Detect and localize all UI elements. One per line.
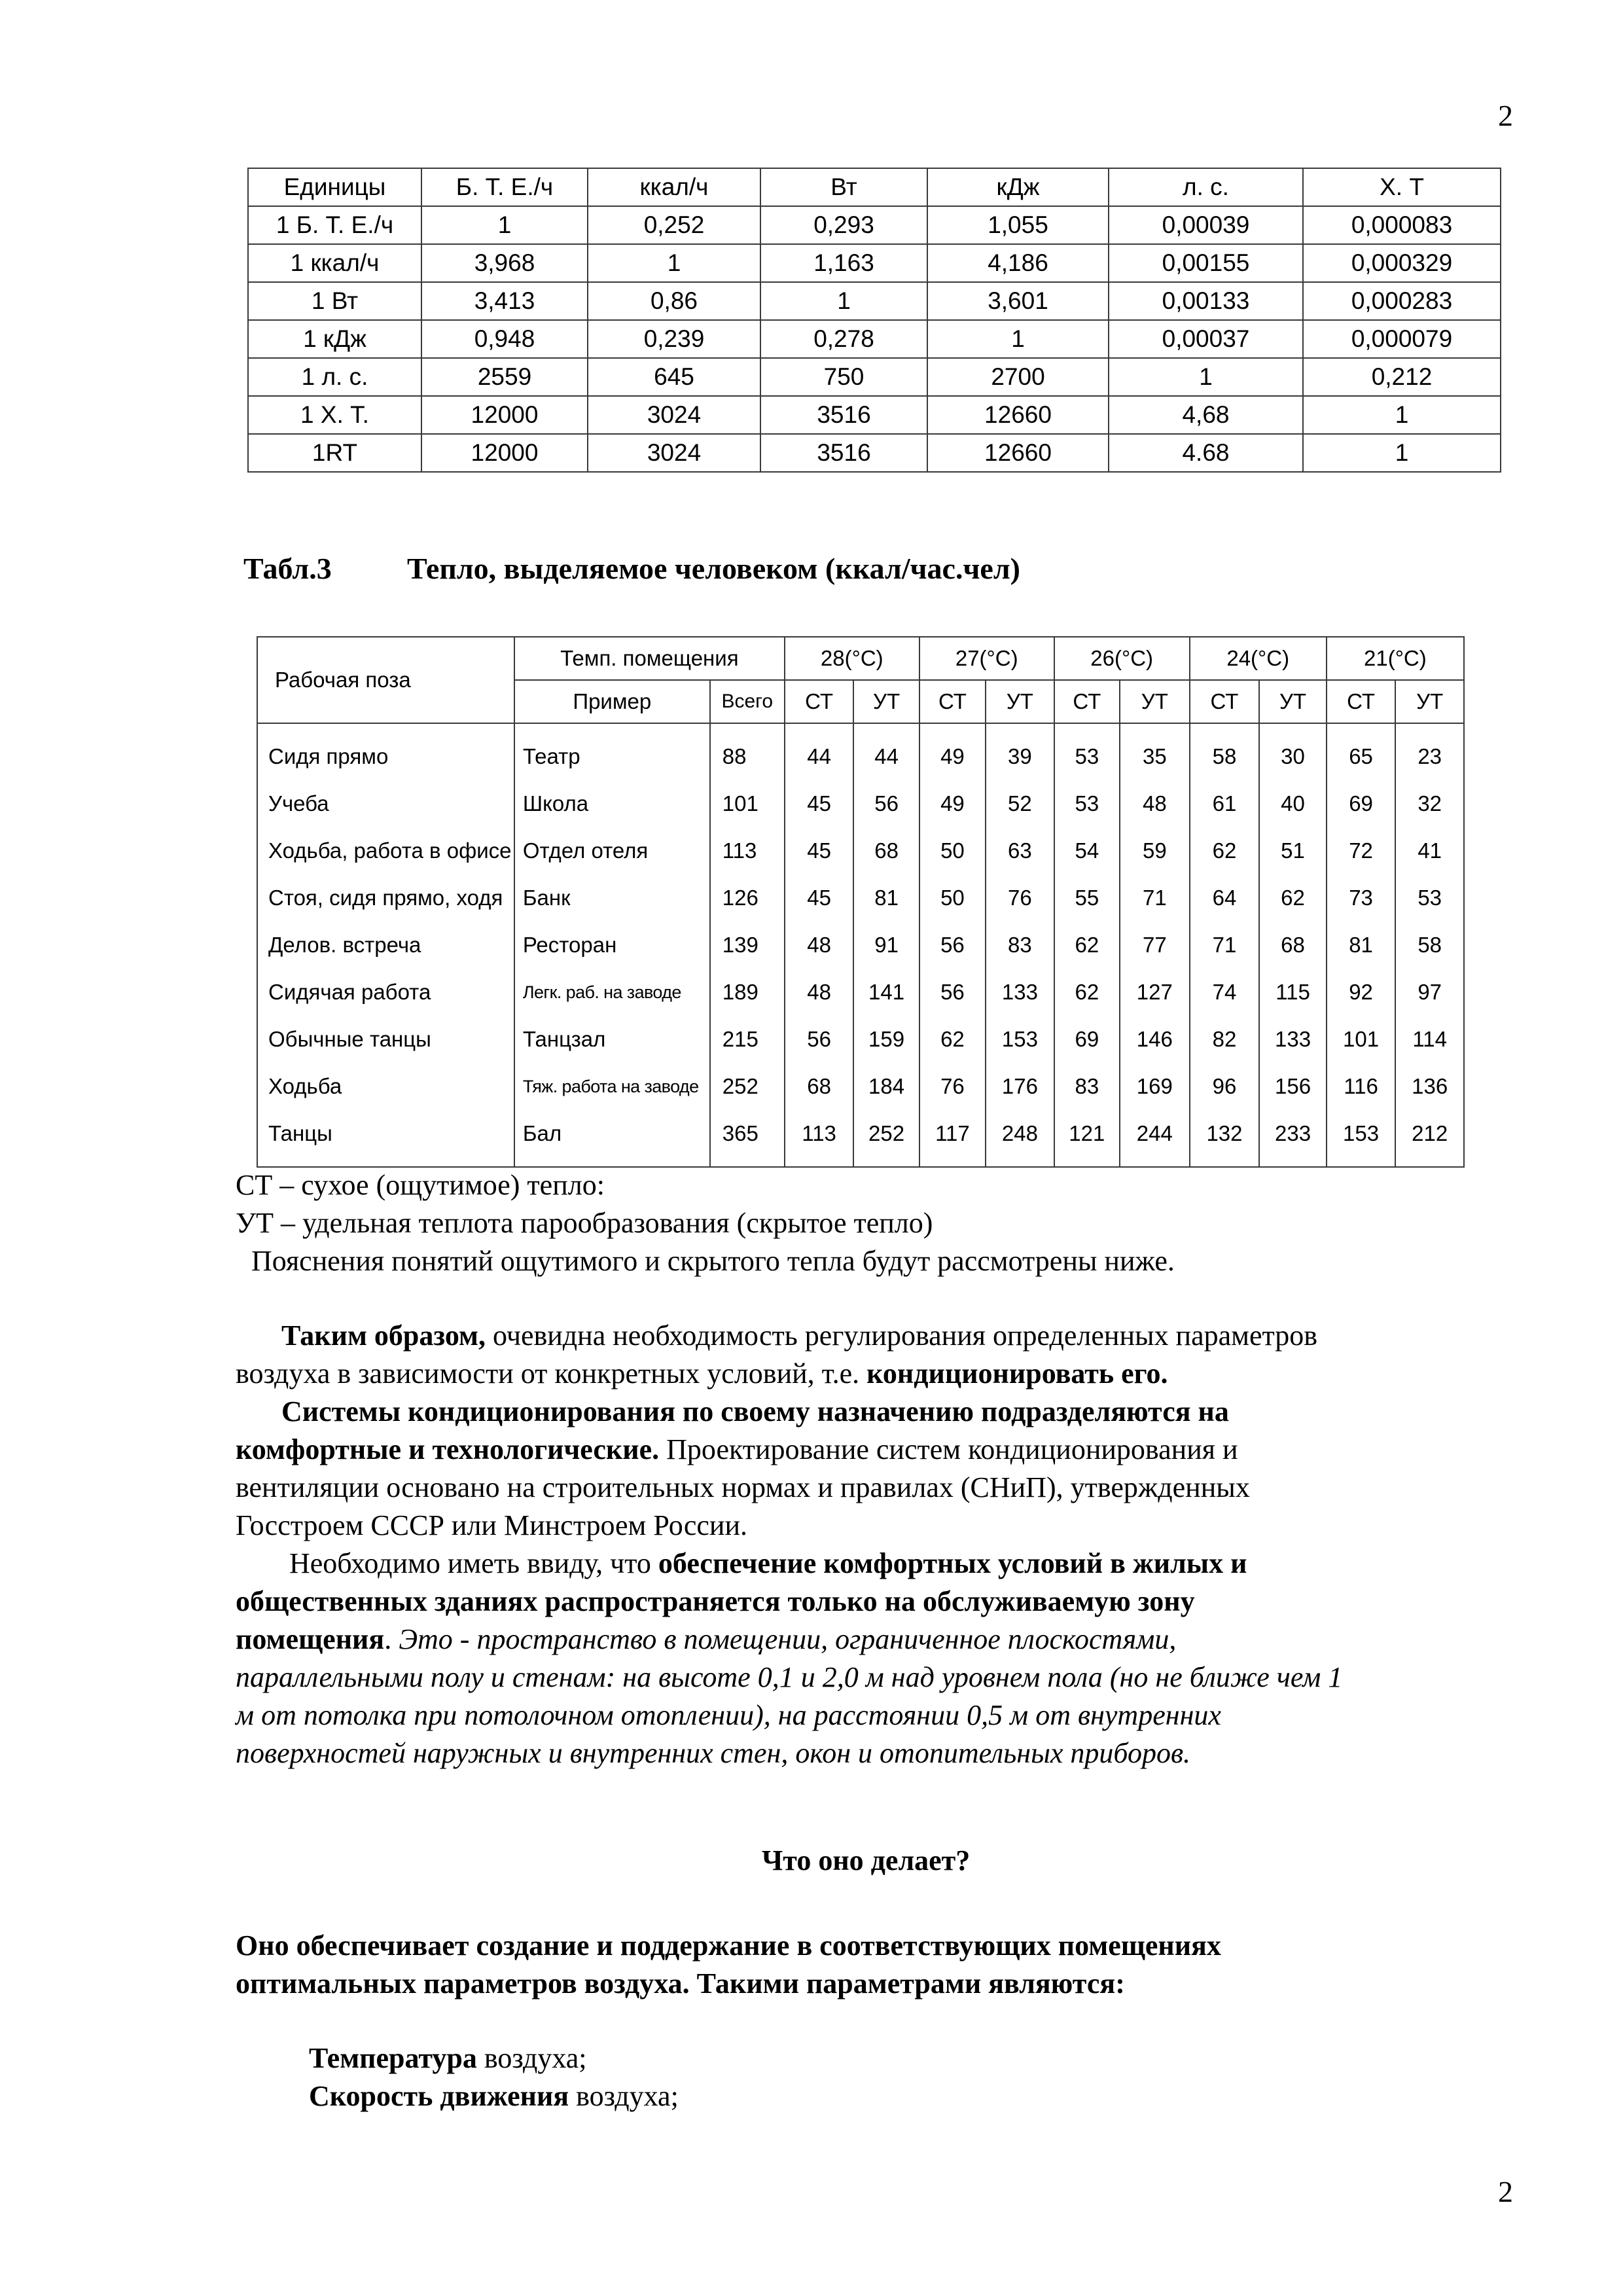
value-cell: 48	[785, 969, 854, 1016]
value-cell: 40	[1259, 780, 1326, 827]
header-cell: ккал/ч	[588, 168, 760, 206]
table-cell: 3,413	[421, 282, 588, 320]
value-cell: 73	[1327, 874, 1396, 922]
table-cell: 0,000083	[1303, 206, 1501, 244]
example-cell: Школа	[514, 780, 710, 827]
ut-header: УТ	[986, 680, 1054, 723]
value-cell: 51	[1259, 827, 1326, 874]
table-cell: 3,601	[927, 282, 1109, 320]
table-row	[257, 1063, 1464, 1110]
header-cell: Х. Т	[1303, 168, 1501, 206]
table3-number: Табл.3	[243, 552, 332, 585]
para2-bold: комфортные и технологические.	[236, 1433, 660, 1465]
table-cell: 0,948	[421, 320, 588, 358]
value-cell: 248	[986, 1110, 1054, 1167]
table-cell: 0,278	[760, 320, 927, 358]
pose-cell: Обычные танцы	[257, 1016, 514, 1063]
table-cell: 0,239	[588, 320, 760, 358]
value-cell: 81	[853, 874, 919, 922]
value-cell: 39	[986, 723, 1054, 780]
value-cell: 50	[919, 874, 986, 922]
value-cell: 83	[1054, 1063, 1120, 1110]
value-cell: 44	[785, 723, 854, 780]
header-cell: л. с.	[1109, 168, 1303, 206]
table-cell: 12000	[421, 434, 588, 472]
table-cell: 1RT	[248, 434, 421, 472]
value-cell: 153	[1327, 1110, 1396, 1167]
table-cell: 645	[588, 358, 760, 396]
value-cell: 133	[986, 969, 1054, 1016]
value-cell: 136	[1395, 1063, 1464, 1110]
pose-cell: Танцы	[257, 1110, 514, 1167]
section-lead	[236, 1927, 1221, 2003]
value-cell: 62	[919, 1016, 986, 1063]
para1-text: очевидна необходимость регулирования определенных параметров	[485, 1319, 1318, 1352]
table-cell: 4,186	[927, 244, 1109, 282]
para3-text: .	[384, 1623, 399, 1655]
pose-cell: Сидячая работа	[257, 969, 514, 1016]
ct-header: СТ	[1327, 680, 1396, 723]
para3-italic: м от потолка при потолочном отоплении), на расстоянии 0,5 м от внутренних	[236, 1699, 1221, 1731]
value-cell: 141	[853, 969, 919, 1016]
value-cell: 55	[1054, 874, 1120, 922]
table-cell: 1 ккал/ч	[248, 244, 421, 282]
table-cell: 12660	[927, 396, 1109, 434]
value-cell: 184	[853, 1063, 919, 1110]
temp-col-header: 27(°С)	[919, 637, 1054, 680]
units-table-header	[248, 168, 1501, 206]
value-cell: 233	[1259, 1110, 1326, 1167]
table-cell: 1,055	[927, 206, 1109, 244]
value-cell: 71	[1190, 922, 1260, 969]
table-cell: 1	[760, 282, 927, 320]
pose-cell: Сидя прямо	[257, 723, 514, 780]
table-row	[248, 358, 1501, 396]
para2-bold-line: Системы кондиционирования по своему назначению подразделяются на	[281, 1395, 1229, 1427]
ct-header: СТ	[1054, 680, 1120, 723]
list-item-bold: Температура	[309, 2042, 477, 2074]
example-cell: Бал	[514, 1110, 710, 1167]
table-cell: 0,000079	[1303, 320, 1501, 358]
value-cell: 62	[1054, 922, 1120, 969]
ut-header: УТ	[1120, 680, 1190, 723]
table-row	[248, 396, 1501, 434]
total-cell: 189	[710, 969, 785, 1016]
section-lead-line: оптимальных параметров воздуха. Такими параметрами являются:	[236, 1967, 1125, 2000]
ut-header: УТ	[1259, 680, 1326, 723]
table-row	[248, 206, 1501, 244]
value-cell: 32	[1395, 780, 1464, 827]
value-cell: 48	[785, 922, 854, 969]
table-cell: 12660	[927, 434, 1109, 472]
table3-caption	[243, 551, 1020, 586]
table-cell: 2700	[927, 358, 1109, 396]
value-cell: 116	[1327, 1063, 1396, 1110]
table-row	[257, 1110, 1464, 1167]
table-cell: 0,00039	[1109, 206, 1303, 244]
table-cell: 0,00037	[1109, 320, 1303, 358]
section-heading: Что оно делает?	[762, 1844, 971, 1876]
value-cell: 115	[1259, 969, 1326, 1016]
value-cell: 62	[1190, 827, 1260, 874]
value-cell: 176	[986, 1063, 1054, 1110]
pose-cell: Ходьба	[257, 1063, 514, 1110]
value-cell: 71	[1120, 874, 1190, 922]
ut-header: УТ	[853, 680, 919, 723]
value-cell: 64	[1190, 874, 1260, 922]
value-cell: 133	[1259, 1016, 1326, 1063]
value-cell: 121	[1054, 1110, 1120, 1167]
value-cell: 56	[919, 922, 986, 969]
value-cell: 56	[853, 780, 919, 827]
value-cell: 56	[919, 969, 986, 1016]
table-cell: 1 Б. Т. Е./ч	[248, 206, 421, 244]
list-item	[309, 2077, 679, 2115]
temp-col-header: 21(°С)	[1327, 637, 1464, 680]
temp-header: Темп. помещения	[514, 637, 785, 680]
para2-text: Госстроем СССР или Минстроем России.	[236, 1509, 748, 1541]
value-cell: 53	[1054, 780, 1120, 827]
table-cell: 0,00133	[1109, 282, 1303, 320]
value-cell: 114	[1395, 1016, 1464, 1063]
table-cell: 1	[1303, 396, 1501, 434]
para1-bold-lead: Таким образом,	[281, 1319, 486, 1352]
total-cell: 252	[710, 1063, 785, 1110]
table-cell: 1	[588, 244, 760, 282]
total-header: Всего	[710, 680, 785, 723]
value-cell: 50	[919, 827, 986, 874]
header-cell: Вт	[760, 168, 927, 206]
total-cell: 88	[710, 723, 785, 780]
para3-bold: общественных зданиях распространяется только на обслуживаемую зону	[236, 1585, 1195, 1617]
value-cell: 76	[919, 1063, 986, 1110]
paragraph-1	[236, 1317, 1317, 1393]
para1-bold-end: кондиционировать его.	[866, 1357, 1168, 1390]
value-cell: 244	[1120, 1110, 1190, 1167]
table3-title: Тепло, выделяемое человеком (ккал/час.чел)	[407, 552, 1020, 585]
value-cell: 68	[785, 1063, 854, 1110]
value-cell: 23	[1395, 723, 1464, 780]
list-item-text: воздуха;	[569, 2080, 679, 2112]
para3-italic: поверхностей наружных и внутренних стен, окон и отопительных приборов.	[236, 1737, 1191, 1769]
temp-col-header: 24(°С)	[1190, 637, 1327, 680]
table-cell: 4.68	[1109, 434, 1303, 472]
table-cell: 0,00155	[1109, 244, 1303, 282]
paragraph-3	[236, 1545, 1342, 1772]
value-cell: 113	[785, 1110, 854, 1167]
table-cell: 0,000329	[1303, 244, 1501, 282]
table-cell: 3516	[760, 434, 927, 472]
value-cell: 59	[1120, 827, 1190, 874]
value-cell: 68	[853, 827, 919, 874]
para3-italic: параллельными полу и стенам: на высоте 0,1 и 2,0 м над уровнем пола (но не ближе чем 1	[236, 1661, 1343, 1693]
value-cell: 48	[1120, 780, 1190, 827]
table-cell: 0,000283	[1303, 282, 1501, 320]
notes	[236, 1166, 1175, 1280]
value-cell: 132	[1190, 1110, 1260, 1167]
value-cell: 30	[1259, 723, 1326, 780]
value-cell: 45	[785, 780, 854, 827]
para2-text: Проектирование систем кондиционирования и	[659, 1433, 1238, 1465]
value-cell: 169	[1120, 1063, 1190, 1110]
total-cell: 126	[710, 874, 785, 922]
table-row	[248, 282, 1501, 320]
value-cell: 68	[1259, 922, 1326, 969]
list-item	[309, 2039, 679, 2077]
table-cell: 1 Вт	[248, 282, 421, 320]
value-cell: 72	[1327, 827, 1396, 874]
example-cell: Отдел отеля	[514, 827, 710, 874]
value-cell: 45	[785, 874, 854, 922]
table-cell: 3024	[588, 396, 760, 434]
example-header: Пример	[514, 680, 710, 723]
table-cell: 1	[927, 320, 1109, 358]
para3-italic: Это - пространство в помещении, ограниченное плоскостями,	[399, 1623, 1177, 1655]
value-cell: 49	[919, 723, 986, 780]
table-cell: 0,293	[760, 206, 927, 244]
value-cell: 62	[1054, 969, 1120, 1016]
value-cell: 212	[1395, 1110, 1464, 1167]
list-item-text: воздуха;	[476, 2042, 587, 2074]
table-row	[248, 244, 1501, 282]
table-cell: 1	[421, 206, 588, 244]
total-cell: 113	[710, 827, 785, 874]
list-item-bold: Скорость движения	[309, 2080, 569, 2112]
temp-col-header: 26(°С)	[1054, 637, 1190, 680]
value-cell: 146	[1120, 1016, 1190, 1063]
example-cell: Банк	[514, 874, 710, 922]
table-row	[257, 922, 1464, 969]
value-cell: 58	[1395, 922, 1464, 969]
value-cell: 96	[1190, 1063, 1260, 1110]
table-cell: 3,968	[421, 244, 588, 282]
table-cell: 2559	[421, 358, 588, 396]
value-cell: 252	[853, 1110, 919, 1167]
table-cell: 1 кДж	[248, 320, 421, 358]
value-cell: 101	[1327, 1016, 1396, 1063]
para3-bold: помещения	[236, 1623, 385, 1655]
value-cell: 77	[1120, 922, 1190, 969]
pose-cell: Делов. встреча	[257, 922, 514, 969]
value-cell: 153	[986, 1016, 1054, 1063]
value-cell: 44	[853, 723, 919, 780]
value-cell: 56	[785, 1016, 854, 1063]
value-cell: 69	[1054, 1016, 1120, 1063]
table-cell: 1 Х. Т.	[248, 396, 421, 434]
example-cell: Легк. раб. на заводе	[514, 969, 710, 1016]
table-cell: 1	[1303, 434, 1501, 472]
table-cell: 1 л. с.	[248, 358, 421, 396]
pose-cell: Учеба	[257, 780, 514, 827]
value-cell: 74	[1190, 969, 1260, 1016]
ct-header: СТ	[919, 680, 986, 723]
header-cell: Единицы	[248, 168, 421, 206]
table-row	[257, 723, 1464, 780]
value-cell: 54	[1054, 827, 1120, 874]
ct-header: СТ	[1190, 680, 1260, 723]
value-cell: 156	[1259, 1063, 1326, 1110]
table-cell: 4,68	[1109, 396, 1303, 434]
table-row	[257, 969, 1464, 1016]
value-cell: 92	[1327, 969, 1396, 1016]
value-cell: 53	[1395, 874, 1464, 922]
value-cell: 76	[986, 874, 1054, 922]
section-lead-line: Оно обеспечивает создание и поддержание в соответствующих помещениях	[236, 1929, 1221, 1962]
ut-header: УТ	[1395, 680, 1464, 723]
para3-bold: обеспечение комфортных условий в жилых и	[658, 1547, 1247, 1579]
page-number-top: 2	[1498, 99, 1513, 132]
note-ut: УТ – удельная теплота парообразования (скрытое тепло)	[236, 1207, 933, 1239]
value-cell: 35	[1120, 723, 1190, 780]
table-row	[248, 434, 1501, 472]
table-cell: 1	[1109, 358, 1303, 396]
example-cell: Танцзал	[514, 1016, 710, 1063]
table-cell: 12000	[421, 396, 588, 434]
para1-text: воздуха в зависимости от конкретных условий, т.е.	[236, 1357, 867, 1390]
value-cell: 62	[1259, 874, 1326, 922]
table-cell: 3516	[760, 396, 927, 434]
value-cell: 52	[986, 780, 1054, 827]
value-cell: 127	[1120, 969, 1190, 1016]
table-row	[257, 780, 1464, 827]
value-cell: 159	[853, 1016, 919, 1063]
value-cell: 91	[853, 922, 919, 969]
page-number-bottom: 2	[1498, 2175, 1513, 2208]
value-cell: 45	[785, 827, 854, 874]
table-cell: 3024	[588, 434, 760, 472]
table-cell: 0,86	[588, 282, 760, 320]
table-row	[257, 874, 1464, 922]
header-cell: кДж	[927, 168, 1109, 206]
table-row	[257, 1016, 1464, 1063]
total-cell: 365	[710, 1110, 785, 1167]
value-cell: 65	[1327, 723, 1396, 780]
temp-col-header: 28(°С)	[785, 637, 919, 680]
pose-header: Рабочая поза	[257, 637, 514, 723]
ct-header: СТ	[785, 680, 854, 723]
table-cell: 1,163	[760, 244, 927, 282]
value-cell: 83	[986, 922, 1054, 969]
para2-text: вентиляции основано на строительных нормах и правилах (СНиП), утвержденных	[236, 1471, 1250, 1503]
heat-table	[257, 636, 1465, 1168]
value-cell: 53	[1054, 723, 1120, 780]
table-row	[248, 320, 1501, 358]
total-cell: 101	[710, 780, 785, 827]
total-cell: 215	[710, 1016, 785, 1063]
table-cell: 0,212	[1303, 358, 1501, 396]
value-cell: 41	[1395, 827, 1464, 874]
value-cell: 97	[1395, 969, 1464, 1016]
value-cell: 63	[986, 827, 1054, 874]
note-ct: СТ – сухое (ощутимое) тепло:	[236, 1169, 605, 1201]
value-cell: 81	[1327, 922, 1396, 969]
note-explain: Пояснения понятий ощутимого и скрытого тепла будут рассмотрены ниже.	[251, 1245, 1175, 1277]
pose-cell: Ходьба, работа в офисе	[257, 827, 514, 874]
header-cell: Б. Т. Е./ч	[421, 168, 588, 206]
parameter-list	[309, 2039, 679, 2115]
para3-text: Необходимо иметь ввиду, что	[289, 1547, 658, 1579]
value-cell: 82	[1190, 1016, 1260, 1063]
value-cell: 61	[1190, 780, 1260, 827]
table-cell: 750	[760, 358, 927, 396]
total-cell: 139	[710, 922, 785, 969]
value-cell: 69	[1327, 780, 1396, 827]
pose-cell: Стоя, сидя прямо, ходя	[257, 874, 514, 922]
example-cell: Тяж. работа на заводе	[514, 1063, 710, 1110]
heat-table-header-row-1	[257, 637, 1464, 680]
value-cell: 58	[1190, 723, 1260, 780]
units-conversion-table	[247, 168, 1501, 473]
paragraph-2	[236, 1393, 1250, 1545]
table-row	[257, 827, 1464, 874]
table-cell: 0,252	[588, 206, 760, 244]
example-cell: Театр	[514, 723, 710, 780]
example-cell: Ресторан	[514, 922, 710, 969]
value-cell: 49	[919, 780, 986, 827]
value-cell: 117	[919, 1110, 986, 1167]
